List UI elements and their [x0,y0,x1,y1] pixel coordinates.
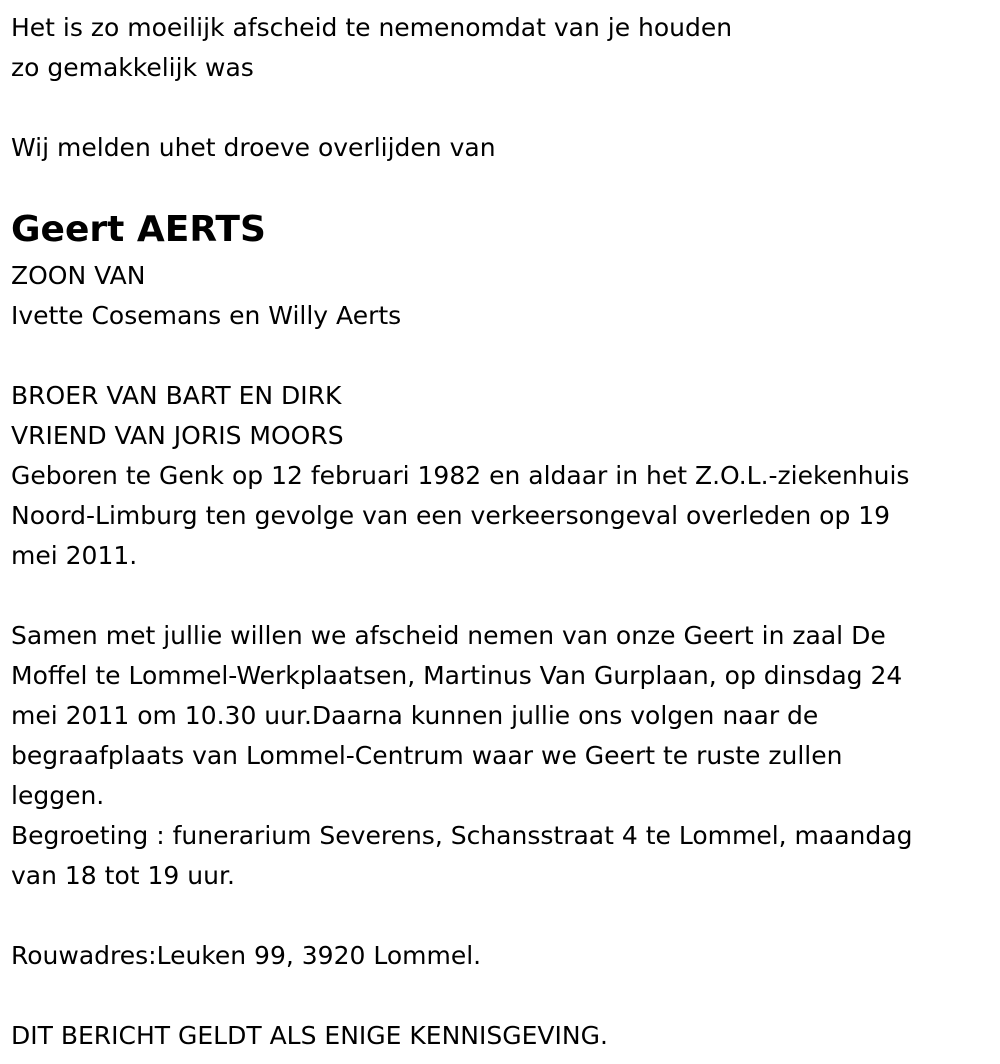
greeting-line: Begroeting : funerarium Severens, Schansstraat 4 te Lommel, maandag [11,821,913,850]
spacer [11,976,991,1016]
farewell-line: leggen. [11,781,105,810]
parents-names: Ivette Cosemans en Willy Aerts [11,301,402,330]
birth-death-line: Noord-Limburg ten gevolge van een verkeersongeval overleden op 19 [11,501,891,530]
spacer [11,576,991,616]
birth-death-line: Geboren te Genk op 12 februari 1982 en aldaar in het Z.O.L.-ziekenhuis [11,461,910,490]
spacer [11,168,991,208]
farewell-line: Moffel te Lommel-Werkplaatsen, Martinus Van Gurplaan, op dinsdag 24 [11,661,903,690]
farewell-line: Samen met jullie willen we afscheid nemen van onze Geert in zaal De [11,621,886,650]
deceased-name: Geert AERTS [11,209,266,250]
death-notice [11,8,991,1056]
opening-line: Het is zo moeilijk afscheid te nemenomdat van je houden [11,13,733,42]
farewell-line: mei 2011 om 10.30 uur.Daarna kunnen jullie ons volgen naar de [11,701,819,730]
friend-of: VRIEND VAN JORIS MOORS [11,421,344,450]
farewell-line: begraafplaats van Lommel-Centrum waar we Geert te ruste zullen [11,741,843,770]
spacer [11,896,991,936]
birth-death-line: mei 2011. [11,541,138,570]
greeting-line: van 18 tot 19 uur. [11,861,235,890]
closing-statement: DIT BERICHT GELDT ALS ENIGE KENNISGEVING. [11,1021,608,1050]
spacer [11,88,991,128]
opening-line: zo gemakkelijk was [11,53,254,82]
brother-of: BROER VAN BART EN DIRK [11,381,342,410]
intro-text: Wij melden uhet droeve overlijden van [11,133,496,162]
mourning-address: Rouwadres:Leuken 99, 3920 Lommel. [11,941,482,970]
spacer [11,336,991,376]
son-of-label: ZOON VAN [11,261,146,290]
